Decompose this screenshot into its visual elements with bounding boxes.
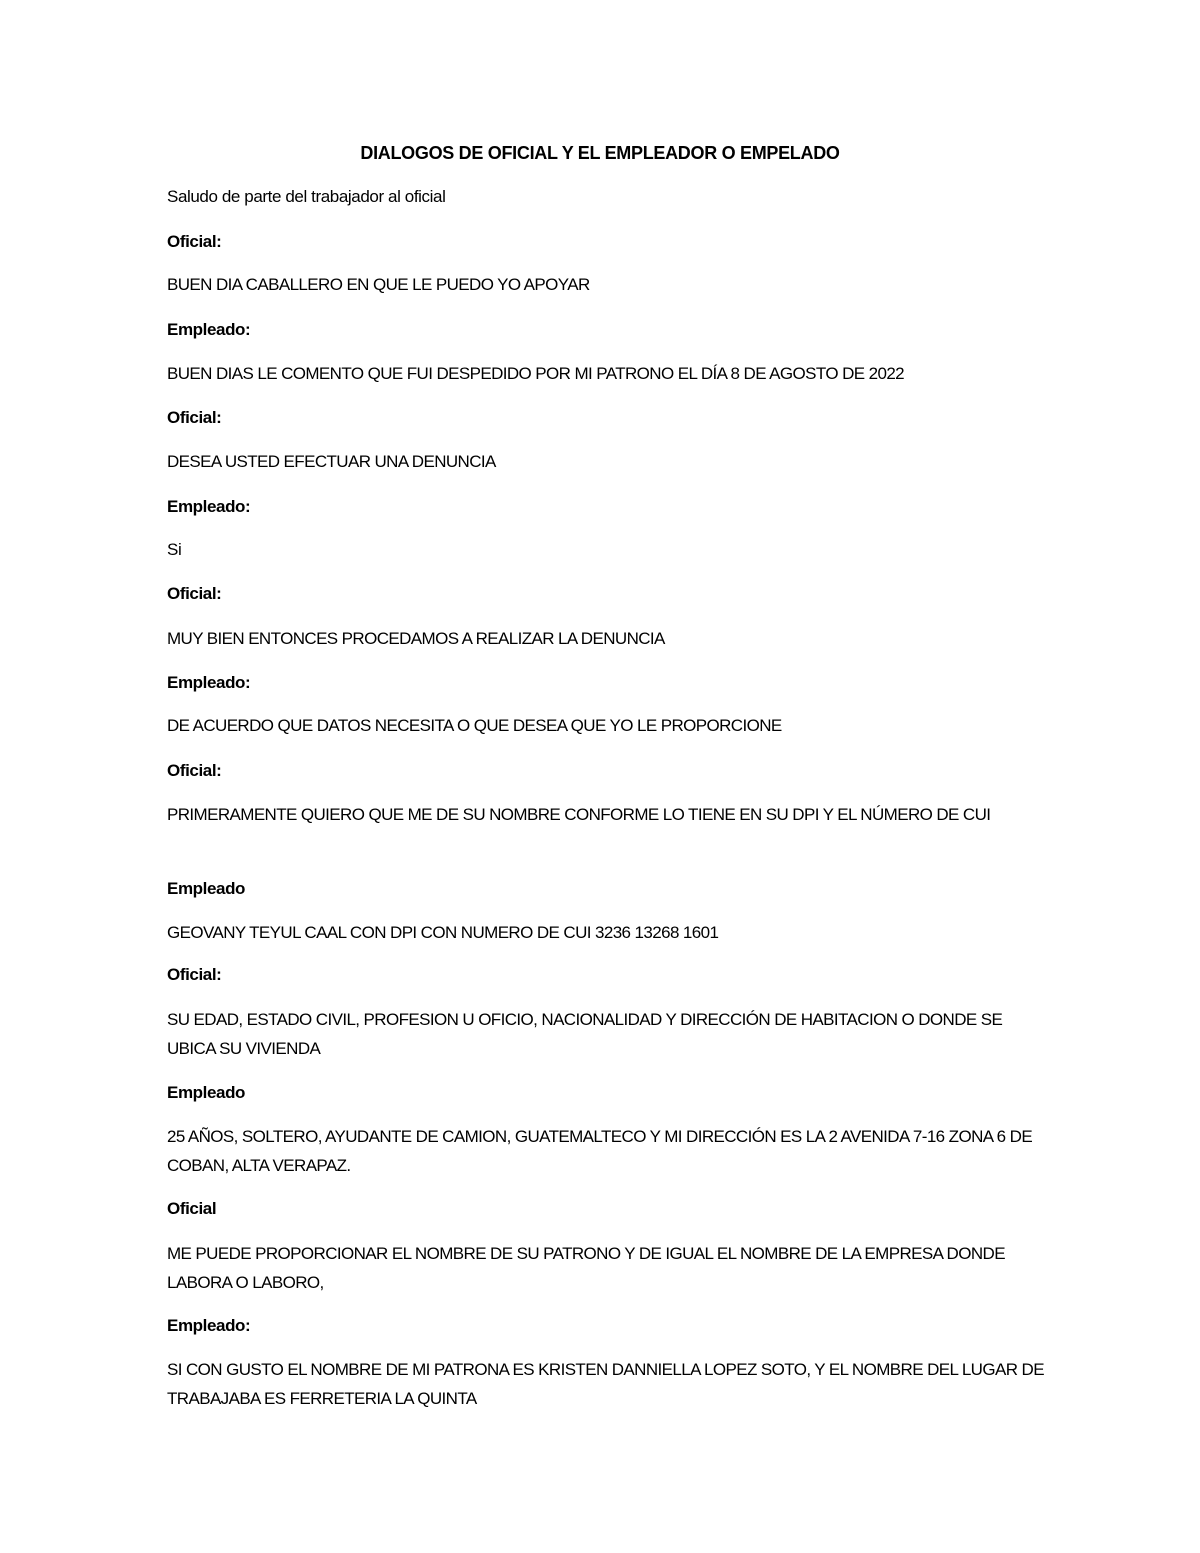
dialogue-text: BUEN DIA CABALLERO EN QUE LE PUEDO YO APOYAR	[167, 275, 590, 294]
speaker-label: Oficial:	[167, 965, 222, 984]
dialogue-text: DESEA USTED EFECTUAR UNA DENUNCIA	[167, 452, 496, 471]
dialogue-text: 25 AÑOS, SOLTERO, AYUDANTE DE CAMION, GUATEMALTECO Y MI DIRECCIÓN ES LA 2 AVENIDA 7-16 ZONA 6 DE COBAN, ALTA VERAPAZ.	[167, 1127, 1033, 1175]
speaker-label: Empleado:	[167, 320, 251, 339]
speaker-label: Oficial:	[167, 761, 222, 780]
document-title: DIALOGOS DE OFICIAL Y EL EMPLEADOR O EMPELADO	[360, 143, 840, 163]
dialogue-text: BUEN DIAS LE COMENTO QUE FUI DESPEDIDO POR MI PATRONO EL DÍA 8 DE AGOSTO DE 2022	[167, 364, 905, 383]
dialogue-text: SU EDAD, ESTADO CIVIL, PROFESION U OFICIO, NACIONALIDAD Y DIRECCIÓN DE HABITACION O DONDE SE UBICA SU VIVIENDA	[167, 1010, 1003, 1058]
speaker-label: Empleado:	[167, 1316, 251, 1335]
dialogue-text: GEOVANY TEYUL CAAL CON DPI CON NUMERO DE CUI 3236 13268 1601	[167, 923, 719, 942]
speaker-label: Oficial:	[167, 584, 222, 603]
dialogue-text: SI CON GUSTO EL NOMBRE DE MI PATRONA ES KRISTEN DANNIELLA LOPEZ SOTO, Y EL NOMBRE DEL LUGAR DE TRABAJABA ES FERRETERIA LA QUINTA	[167, 1360, 1044, 1408]
dialogue-text: MUY BIEN ENTONCES PROCEDAMOS A REALIZAR LA DENUNCIA	[167, 629, 665, 648]
dialogue-text: ME PUEDE PROPORCIONAR EL NOMBRE DE SU PATRONO Y DE IGUAL EL NOMBRE DE LA EMPRESA DONDE LABORA O LABORO,	[167, 1244, 1005, 1292]
intro-line: Saludo de parte del trabajador al oficial	[167, 187, 446, 206]
speaker-label: Empleado	[167, 879, 246, 898]
speaker-label: Empleado:	[167, 497, 251, 516]
speaker-label: Oficial:	[167, 408, 222, 427]
speaker-label: Oficial:	[167, 232, 222, 251]
speaker-label: Empleado	[167, 1083, 246, 1102]
dialogue-text: DE ACUERDO QUE DATOS NECESITA O QUE DESEA QUE YO LE PROPORCIONE	[167, 716, 782, 735]
speaker-label: Empleado:	[167, 673, 251, 692]
dialogue-text: PRIMERAMENTE QUIERO QUE ME DE SU NOMBRE CONFORME LO TIENE EN SU DPI Y EL NÚMERO DE CUI	[167, 805, 991, 824]
dialogue-text: Si	[167, 540, 182, 559]
speaker-label: Oficial	[167, 1199, 217, 1218]
